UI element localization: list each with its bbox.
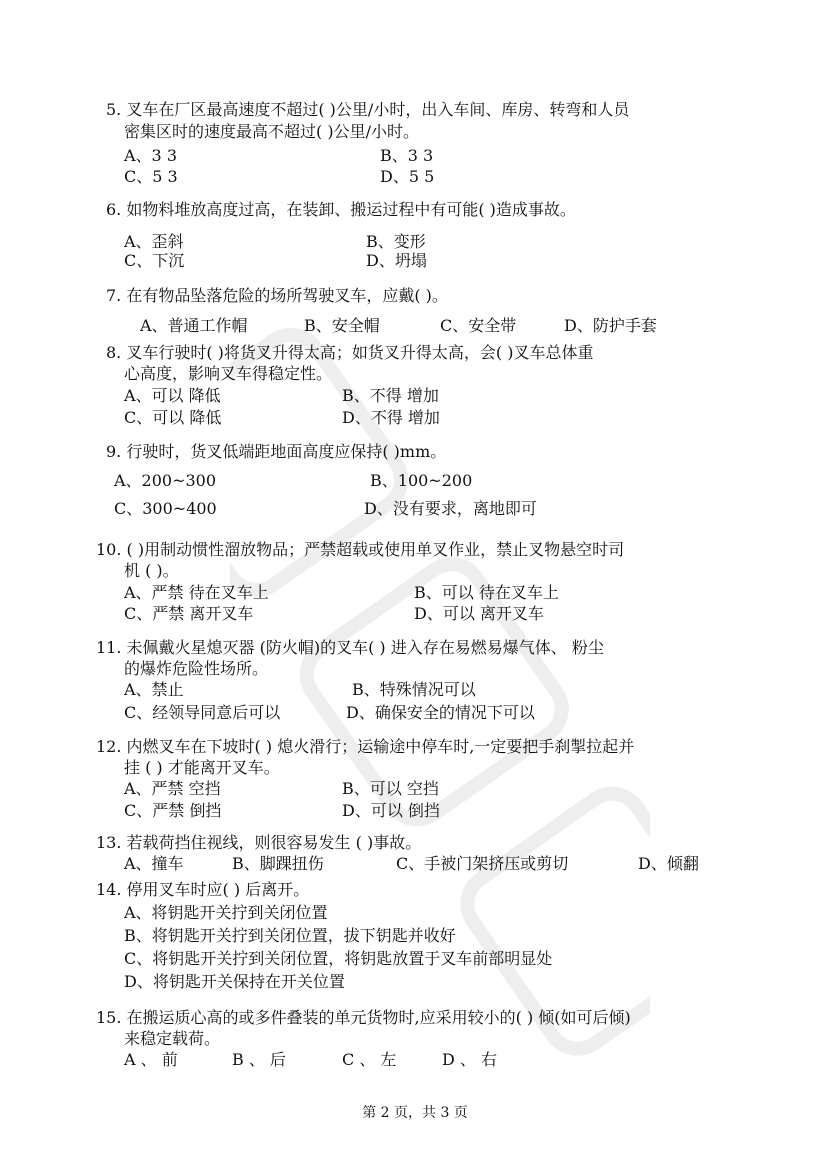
- q13-option-b: B、脚踝扭伤: [232, 854, 324, 873]
- q15-option-d: D 、 右: [442, 1050, 498, 1069]
- q9-option-d: D、没有要求，离地即可: [364, 499, 537, 518]
- q14-option-c: C、将钥匙开关拧到关闭位置，将钥匙放置于叉车前部明显处: [124, 949, 553, 968]
- q6-option-c: C、下沉: [124, 251, 185, 270]
- q10-option-a: A、严禁 待在叉车上: [124, 583, 269, 602]
- q13-option-a: A、撞车: [124, 854, 184, 873]
- q8-option-b: B、不得 增加: [342, 386, 439, 405]
- q11-stem-line2: 的爆炸危险性场所。: [124, 659, 269, 678]
- q5-option-b: B、3 3: [380, 146, 434, 165]
- q11-option-c: C、经领导同意后可以: [124, 703, 281, 722]
- q15-option-a: A 、 前: [124, 1050, 178, 1069]
- q6-option-d: D、坍塌: [366, 251, 427, 270]
- q8-option-d: D、不得 增加: [342, 408, 440, 427]
- q8-stem-line1: 8. 叉车行驶时( )将货叉升得太高；如货叉升得太高，会( )叉车总体重: [106, 343, 594, 362]
- q6-option-a: A、歪斜: [124, 232, 184, 251]
- q8-stem-line2: 心高度，影响叉车得稳定性。: [124, 364, 333, 383]
- q10-stem-line2: 机 ( )。: [124, 561, 179, 580]
- q9-option-c: C、300~400: [114, 499, 217, 518]
- q11-option-b: B、特殊情况可以: [352, 680, 476, 699]
- q9-stem-line1: 9. 行驶时，货叉低端距地面高度应保持( )mm。: [106, 442, 447, 461]
- q10-option-b: B、可以 待在叉车上: [414, 583, 559, 602]
- q6-stem-line1: 6. 如物料堆放高度过高，在装卸、搬运过程中有可能( )造成事故。: [106, 200, 576, 219]
- q12-option-c: C、严禁 倒挡: [124, 801, 222, 820]
- q13-option-c: C、手被门架挤压或剪切: [396, 854, 569, 873]
- q5-stem-line1: 5. 叉车在厂区最高速度不超过( )公里/小时，出入车间、库房、转弯和人员: [106, 100, 630, 119]
- q7-option-d: D、防护手套: [564, 316, 657, 335]
- q5-stem-line2: 密集区时的速度最高不超过( )公里/小时。: [124, 122, 419, 141]
- q9-option-a: A、200~300: [114, 471, 217, 490]
- q14-stem-line1: 14. 停用叉车时应( ) 后离开。: [96, 880, 310, 899]
- q11-option-d: D、确保安全的情况下可以: [346, 703, 535, 722]
- q14-option-b: B、将钥匙开关拧到关闭位置，拔下钥匙并收好: [124, 926, 456, 945]
- q15-option-b: B 、 后: [232, 1050, 286, 1069]
- q7-option-a: A、普通工作帽: [140, 316, 248, 335]
- q7-option-b: B、安全帽: [304, 316, 380, 335]
- q9-option-b: B、100~200: [370, 471, 473, 490]
- q7-stem-line1: 7. 在有物品坠落危险的场所驾驶叉车，应戴( )。: [106, 286, 448, 305]
- q10-option-c: C、严禁 离开叉车: [124, 604, 254, 623]
- q5-option-d: D、5 5: [380, 167, 435, 186]
- q5-option-a: A、3 3: [124, 146, 178, 165]
- q15-stem-line2: 来稳定载荷。: [124, 1029, 221, 1048]
- q12-option-a: A、严禁 空挡: [124, 779, 221, 798]
- q10-option-d: D、可以 离开叉车: [414, 604, 544, 623]
- q15-stem-line1: 15. 在搬运质心高的或多件叠装的单元货物时,应采用较小的( ) 倾(如可后倾): [96, 1008, 631, 1027]
- q6-option-b: B、变形: [366, 232, 426, 251]
- q13-stem-line1: 13. 若载荷挡住视线，则很容易发生 ( )事故。: [96, 833, 422, 852]
- q15-option-c: C 、 左: [342, 1050, 397, 1069]
- q10-stem-line1: 10. ( )用制动惯性溜放物品；严禁超载或使用单叉作业，禁止叉物悬空时司: [96, 540, 625, 559]
- q11-stem-line1: 11. 未佩戴火星熄灭器 (防火帽)的叉车( ) 进入存在易燃易爆气体、 粉尘: [96, 638, 604, 657]
- q8-option-c: C、可以 降低: [124, 408, 222, 427]
- q13-option-d: D、倾翻: [638, 854, 699, 873]
- q14-option-a: A、将钥匙开关拧到关闭位置: [124, 903, 328, 922]
- q12-option-d: D、可以 倒挡: [342, 801, 440, 820]
- q12-option-b: B、可以 空挡: [342, 779, 439, 798]
- q11-option-a: A、禁止: [124, 680, 184, 699]
- q12-stem-line1: 12. 内燃叉车在下坡时( ) 熄火滑行；运输途中停车时,一定要把手刹掣拉起并: [96, 737, 635, 756]
- q12-stem-line2: 挂 ( ) 才能离开叉车。: [124, 758, 280, 777]
- page-number-footer: 第 2 页，共 3 页: [362, 1105, 468, 1121]
- q14-option-d: D、将钥匙开关保持在开关位置: [124, 972, 345, 991]
- q8-option-a: A、可以 降低: [124, 386, 221, 405]
- q7-option-c: C、安全带: [440, 316, 517, 335]
- q5-option-c: C、5 3: [124, 167, 178, 186]
